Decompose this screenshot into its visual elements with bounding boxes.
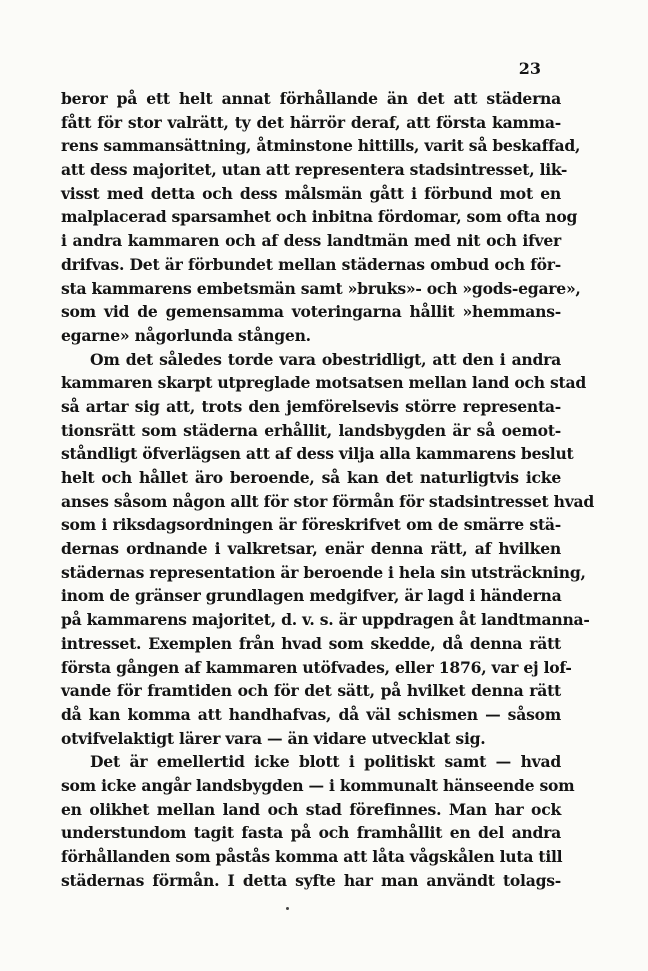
text-line: kammaren skarpt utpreglade motsatsen mellan land och stad — [61, 373, 587, 393]
text-line: visst med detta och dess målsmän gått i förbund mot en — [61, 183, 561, 203]
text-line: Det är emellertid icke blott i politiskt samt — hvad — [90, 752, 561, 772]
text-line: inom de gränser grundlagen medgifver, är lagd i händerna — [61, 586, 562, 606]
text-line: dernas ordnande i valkretsar, enär denna rätt, af hvilken — [61, 539, 561, 559]
text-line: som i riksdagsordningen är föreskrifvet om de smärre stä- — [61, 515, 561, 535]
text-line: sta kammarens embetsmän samt »bruks»- och »gods-egare», — [61, 278, 581, 298]
ink-speck — [286, 907, 289, 910]
text-line: att dess majoritet, utan att representera stadsintresset, lik- — [61, 160, 568, 180]
page-number: 23 — [518, 59, 541, 78]
text-line: som vid de gemensamma voteringarna hållit »hemmans- — [61, 302, 561, 322]
text-line: städernas representation är beroende i hela sin utsträckning, — [61, 562, 586, 582]
text-line: då kan komma att handhafvas, då väl schismen — såsom — [61, 704, 561, 724]
text-line: i andra kammaren och af dess landtmän med nit och ifver — [61, 231, 561, 251]
text-line: understundom tagit fasta på och framhållit en del andra — [61, 823, 561, 843]
text-line: en olikhet mellan land och stad förefinnes. Man har ock — [61, 799, 561, 819]
text-line: första gången af kammaren utöfvades, eller 1876, var ej lof- — [61, 657, 572, 677]
text-line: rens sammansättning, åtminstone hittills, varit så beskaffad, — [61, 136, 581, 156]
text-line: vande för framtiden och för det sätt, på hvilket denna rätt — [61, 681, 561, 701]
text-line: tionsrätt som städerna erhållit, landsbygden är så oemot- — [61, 420, 561, 440]
text-line: egarne» någorlunda stången. — [61, 325, 311, 345]
text-line: som icke angår landsbygden — i kommunalt hänseende som — [61, 775, 575, 795]
text-line: helt och hållet äro beroende, så kan det naturligtvis icke — [61, 468, 561, 487]
text-line: ståndligt öfverlägsen att af dess vilja alla kammarens beslut — [61, 444, 574, 464]
text-line: beror på ett helt annat förhållande än det att städerna — [61, 89, 561, 108]
text-line: fått för stor valrätt, ty det härrör deraf, att första kamma- — [61, 112, 561, 132]
text-block — [61, 87, 595, 892]
text-line: på kammarens majoritet, d. v. s. är uppdragen åt landtmanna- — [61, 610, 590, 630]
text-line: anses såsom någon allt för stor förmån för stadsintresset hvad — [61, 491, 595, 511]
text-line: otvifvelaktigt lärer vara — än vidare utvecklat sig. — [61, 728, 486, 748]
text-line: malplacerad sparsamhet och inbitna fördomar, som ofta nog — [61, 207, 578, 227]
text-line: drifvas. Det är förbundet mellan städernas ombud och för- — [61, 254, 561, 274]
text-line: städernas förmån. I detta syfte har man användt tolags- — [61, 870, 561, 890]
text-line: Om det således torde vara obestridligt, att den i andra — [90, 349, 561, 369]
text-line: så artar sig att, trots den jemförelsevis större representa- — [61, 396, 561, 416]
text-line: förhållanden som påstås komma att låta vågskålen luta till — [61, 847, 563, 866]
text-line: intresset. Exemplen från hvad som skedde, då denna rätt — [61, 633, 561, 653]
